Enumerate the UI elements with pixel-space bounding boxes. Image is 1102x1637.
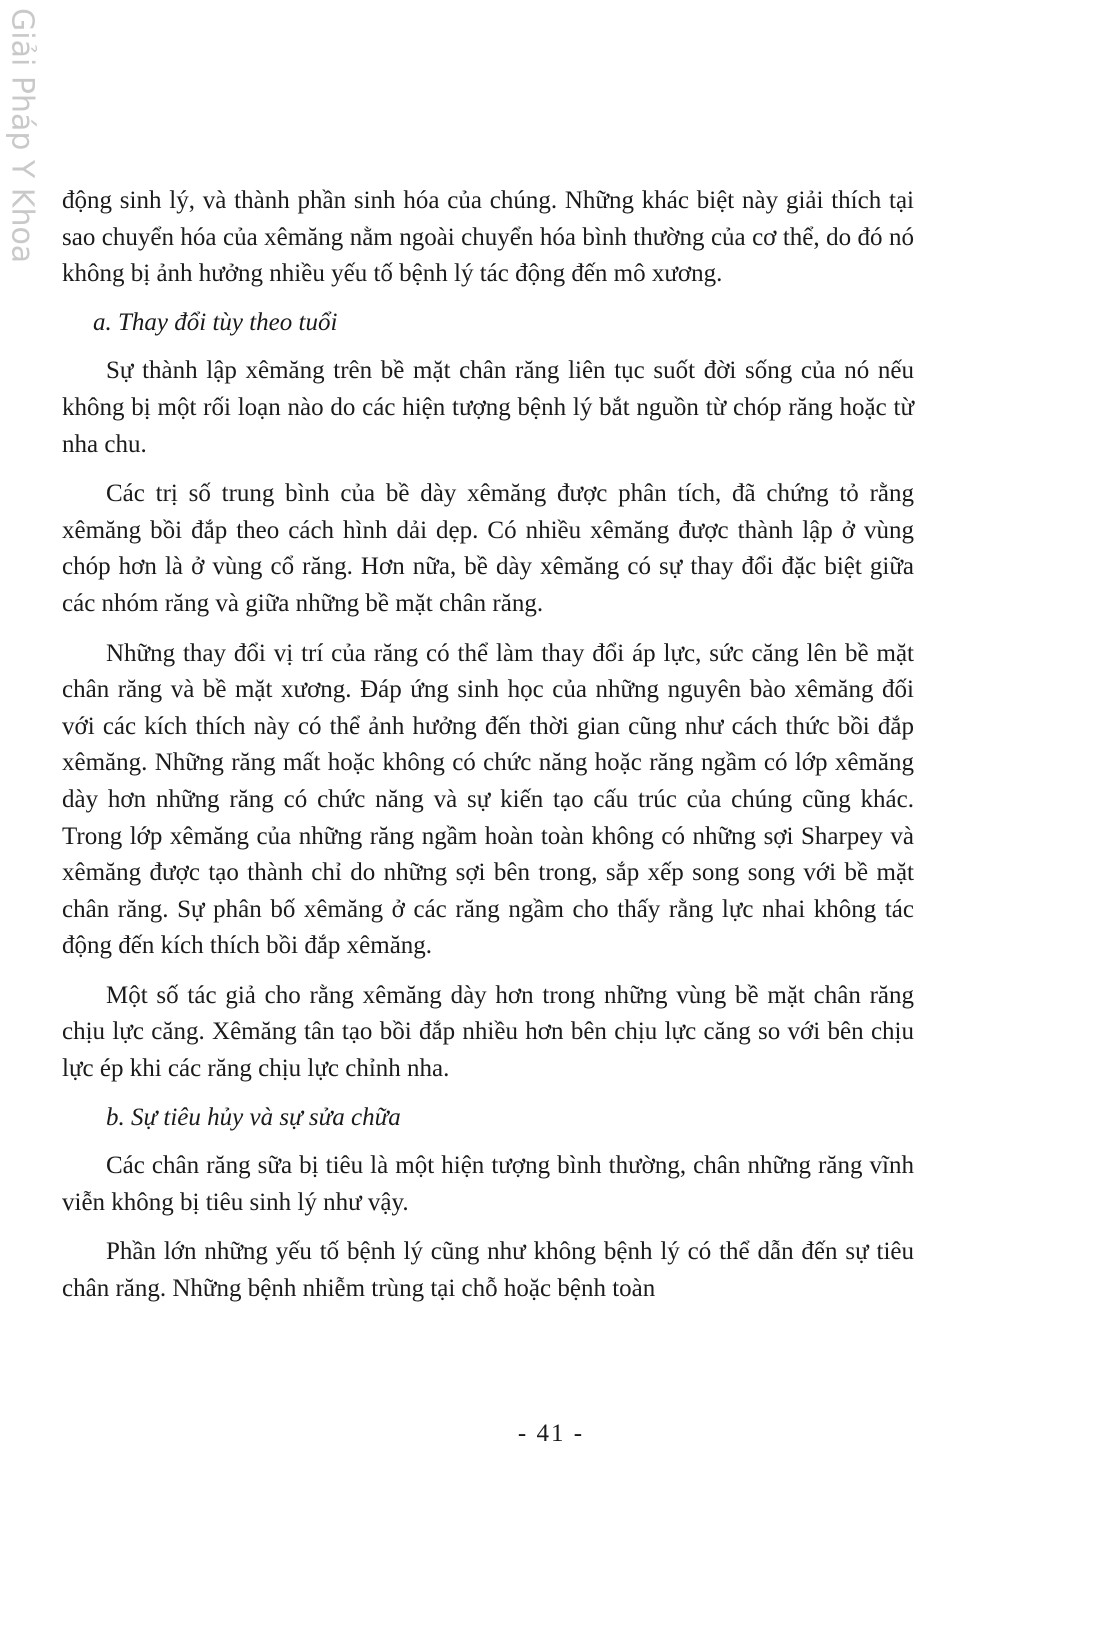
- watermark: [2, 8, 42, 264]
- paragraph: Một số tác giả cho rằng xêmăng dày hơn trong những vùng bề mặt chân răng chịu lực căng. Xêmăng tân tạo bồi đắp nhiều hơn bên chịu lực căng so với bên chịu lực ép khi các răng chịu lực chỉnh nha.: [62, 981, 914, 1083]
- paragraph: Các trị số trung bình của bề dày xêmăng được phân tích, đã chứng tỏ rằng xêmăng bồi đắp theo cách hình dải dẹp. Có nhiều xêmăng được thành lập ở vùng chóp hơn là ở vùng cổ răng. Hơn nữa, bề dày xêmăng có sự thay đổi đặc biệt giữa các nhóm răng và giữa những bề mặt chân răng.: [62, 480, 914, 617]
- paragraph: Những thay đổi vị trí của răng có thể làm thay đổi áp lực, sức căng lên bề mặt chân răng và bề mặt xương. Đáp ứng sinh học của những nguyên bào xêmăng đối với các kích thích này có thể ảnh hưởng đến thời gian cũng như cách thức bồi đắp xêmăng. Những răng mất hoặc không có chức năng hoặc răng ngầm có lớp xêmăng dày hơn những răng có chức năng và sự kiến tạo cấu trúc của chúng cũng khác. Trong lớp xêmăng của những răng ngầm hoàn toàn không có những sợi Sharpey và xêmăng được tạo thành chỉ do những sợi bên trong, sắp xếp song song với bề mặt chân răng. Sự phân bố xêmăng ở các răng ngầm cho thấy rằng lực nhai không tác động đến kích thích bồi đắp xêmăng.: [62, 639, 914, 960]
- page-number: - 41 -: [517, 1420, 585, 1447]
- paragraph-continued: động sinh lý, và thành phần sinh hóa của chúng. Những khác biệt này giải thích tại sao chuyển hóa của xêmăng nằm ngoài chuyển hóa bình thường của cơ thể, do đó nó không bị ảnh hưởng nhiều yếu tố bệnh lý tác động đến mô xương.: [62, 187, 914, 288]
- page-body: [62, 183, 914, 1308]
- section-heading-b: b. Sự tiêu hủy và sự sửa chữa: [106, 1103, 401, 1131]
- paragraph: Phần lớn những yếu tố bệnh lý cũng như không bệnh lý có thể dẫn đến sự tiêu chân răng. Những bệnh nhiễm trùng tại chỗ hoặc bệnh toàn: [62, 1238, 914, 1303]
- paragraph: Sự thành lập xêmăng trên bề mặt chân răng liên tục suốt đời sống của nó nếu không bị một rối loạn nào do các hiện tượng bệnh lý bắt nguồn từ chóp răng hoặc từ nha chu.: [62, 357, 914, 458]
- section-heading-a: a. Thay đổi tùy theo tuổi: [93, 308, 338, 336]
- watermark-text: Giải Pháp Y Khoa: [4, 8, 40, 264]
- paragraph: Các chân răng sữa bị tiêu là một hiện tượng bình thường, chân những răng vĩnh viễn không bị tiêu sinh lý như vậy.: [62, 1152, 914, 1216]
